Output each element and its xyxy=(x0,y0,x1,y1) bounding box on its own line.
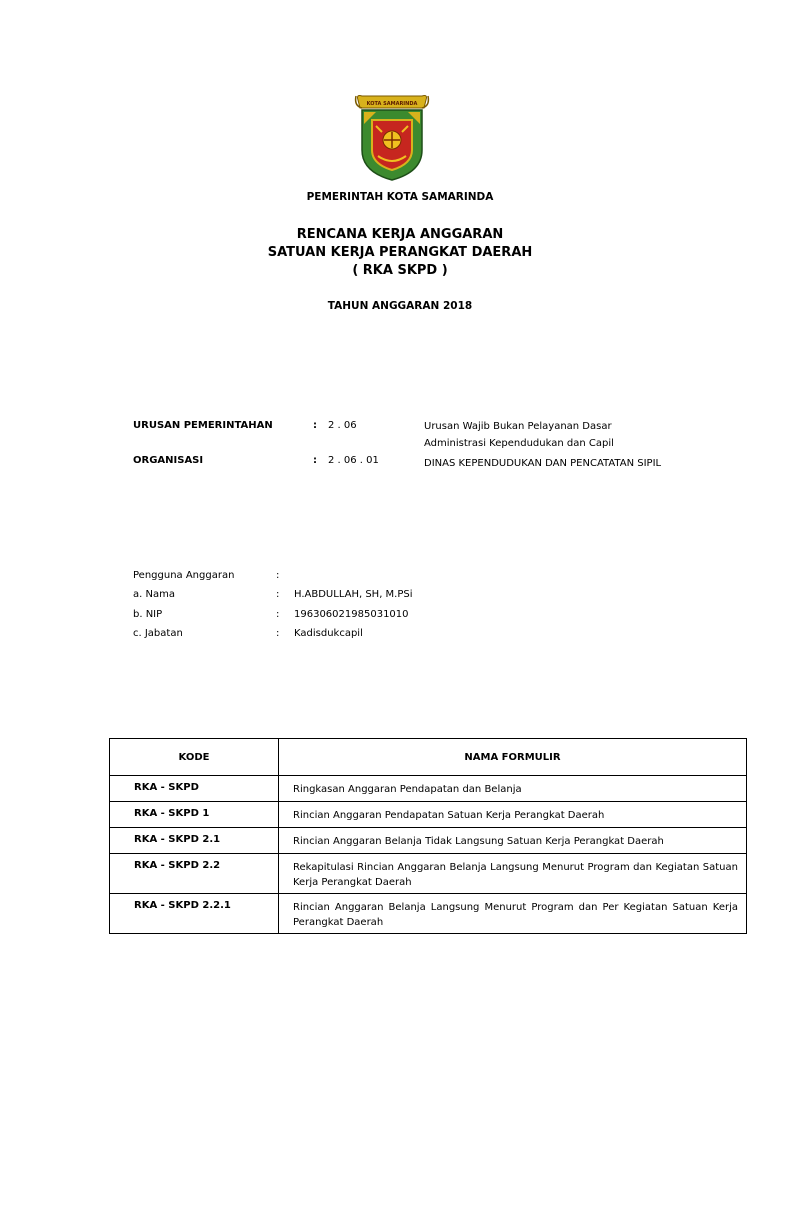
organisasi-description: DINAS KEPENDUDUKAN DAN PENCATATAN SIPIL xyxy=(424,458,662,469)
government-name: PEMERINTAH KOTA SAMARINDA xyxy=(306,191,494,203)
fiscal-year: TAHUN ANGGARAN 2018 xyxy=(327,300,473,312)
nama-formulir-cell: Rincian Anggaran Pendapatan Satuan Kerja Perangkat Daerah xyxy=(279,802,747,828)
nama-formulir-cell: Rincian Anggaran Belanja Langsung Menurut Program dan Per Kegiatan Satuan Kerja Perangkat Daerah xyxy=(279,894,747,934)
nama-formulir-cell: Rincian Anggaran Belanja Tidak Langsung Satuan Kerja Perangkat Daerah xyxy=(279,828,747,854)
kode-cell: RKA - SKPD 2.2 xyxy=(110,854,279,894)
kode-cell: RKA - SKPD 2.1 xyxy=(110,828,279,854)
nama-formulir-cell: Ringkasan Anggaran Pendapatan dan Belanja xyxy=(279,776,747,802)
document-title-line2: SATUAN KERJA PERANGKAT DAERAH xyxy=(267,245,533,260)
urusan-description: Urusan Wajib Bukan Pelayanan Dasar Administrasi Kependudukan dan Capil xyxy=(424,421,614,449)
nip-colon: : xyxy=(276,609,280,620)
table-row xyxy=(110,894,747,934)
urusan-colon: : xyxy=(313,420,317,431)
city-emblem-logo xyxy=(354,92,430,182)
table-row xyxy=(110,776,747,802)
organisasi-label: ORGANISASI xyxy=(133,455,204,466)
jabatan-value: Kadisdukcapil xyxy=(294,628,363,639)
nama-label: a. Nama xyxy=(133,589,175,600)
column-header-nama-formulir: NAMA FORMULIR xyxy=(279,739,747,776)
formulir-table xyxy=(109,738,747,934)
nip-label: b. NIP xyxy=(133,609,163,620)
jabatan-label: c. Jabatan xyxy=(133,628,183,639)
document-title-line3: ( RKA SKPD ) xyxy=(352,263,448,278)
organisasi-colon: : xyxy=(313,455,317,466)
kode-cell: RKA - SKPD xyxy=(110,776,279,802)
pengguna-anggaran-title: Pengguna Anggaran xyxy=(133,570,235,581)
table-header-row xyxy=(110,739,747,776)
organisasi-code: 2 . 06 . 01 xyxy=(328,455,379,466)
urusan-code: 2 . 06 xyxy=(328,420,357,431)
table-row xyxy=(110,854,747,894)
nip-value: 196306021985031010 xyxy=(294,609,409,620)
nama-value: H.ABDULLAH, SH, M.PSi xyxy=(294,589,413,600)
table-row xyxy=(110,828,747,854)
emblem-banner-text: KOTA SAMARINDA xyxy=(366,101,418,107)
document-title-line1: RENCANA KERJA ANGGARAN xyxy=(296,227,504,242)
pengguna-anggaran-colon: : xyxy=(276,570,280,581)
kode-cell: RKA - SKPD 1 xyxy=(110,802,279,828)
table-row xyxy=(110,802,747,828)
column-header-kode: KODE xyxy=(110,739,279,776)
nama-colon: : xyxy=(276,589,280,600)
urusan-label: URUSAN PEMERINTAHAN xyxy=(133,420,273,431)
kode-cell: RKA - SKPD 2.2.1 xyxy=(110,894,279,934)
nama-formulir-cell: Rekapitulasi Rincian Anggaran Belanja Langsung Menurut Program dan Kegiatan Satuan Kerja Perangkat Daerah xyxy=(279,854,747,894)
jabatan-colon: : xyxy=(276,628,280,639)
